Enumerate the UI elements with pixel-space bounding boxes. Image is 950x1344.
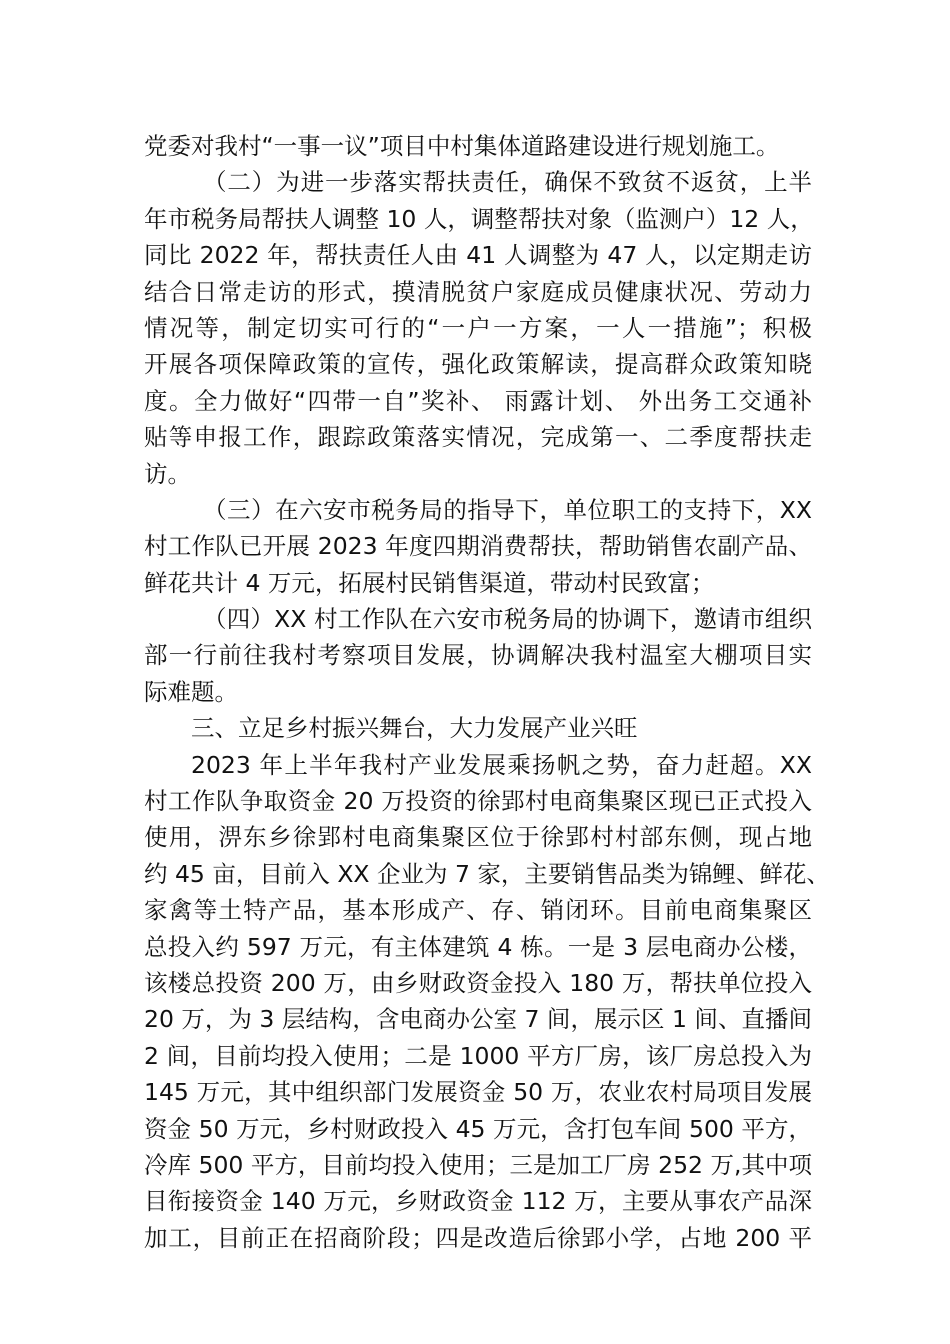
text-line: 冷库 500 平方，目前均投入使用；三是加工厂房 252 万,其中项 <box>144 1150 812 1179</box>
text-line: 目衔接资金 140 万元，乡财政资金 112 万，主要从事农产品深 <box>144 1187 812 1216</box>
body-text <box>144 128 830 1256</box>
section-heading: 三、立足乡村振兴舞台，大力发展产业兴旺 <box>191 714 638 743</box>
text-line: 部一行前往我村考察项目发展，协调解决我村温室大棚项目实 <box>144 641 812 670</box>
text-line: 鲜花共计 4 万元，拓展村民销售渠道，带动村民致富； <box>144 568 715 597</box>
text-line: 情况等，制定切实可行的“一户一方案，一人一措施”；积极 <box>144 313 812 342</box>
text-line: 访。 <box>144 459 191 488</box>
text-line: 资金 50 万元，乡村财政投入 45 万元，含打包车间 500 平方， <box>144 1114 812 1143</box>
text-line: （三）在六安市税务局的指导下，单位职工的支持下，XX <box>203 495 812 524</box>
text-line: 际难题。 <box>144 677 238 706</box>
text-line: 村工作队已开展 2023 年度四期消费帮扶，帮助销售农副产品、 <box>144 532 812 561</box>
text-line: 开展各项保障政策的宣传，强化政策解读，提高群众政策知晓 <box>144 350 812 379</box>
text-line: 贴等申报工作，跟踪政策落实情况，完成第一、二季度帮扶走 <box>144 423 812 452</box>
text-line: （四）XX 村工作队在六安市税务局的协调下，邀请市组织 <box>203 605 812 634</box>
text-line: 结合日常走访的形式，摸清脱贫户家庭成员健康状况、劳动力 <box>144 277 812 306</box>
text-line: 2023 年上半年我村产业发展乘扬帆之势，奋力赶超。XX <box>191 750 812 779</box>
text-line: 2 间，目前均投入使用；二是 1000 平方厂房，该厂房总投入为 <box>144 1041 812 1070</box>
text-line: 同比 2022 年，帮扶责任人由 41 人调整为 47 人，以定期走访 <box>144 241 812 270</box>
text-line: 20 万，为 3 层结构，含电商办公室 7 间，展示区 1 间、直播间 <box>144 1005 812 1034</box>
text-line: 年市税务局帮扶人调整 10 人，调整帮扶对象（监测户）12 人， <box>144 204 814 233</box>
text-line: 度。全力做好“四带一自”奖补、 雨露计划、 外出务工交通补 <box>144 386 812 415</box>
text-line: 加工，目前正在招商阶段；四是改造后徐郢小学，占地 200 平 <box>144 1223 812 1252</box>
text-line: （二）为进一步落实帮扶责任，确保不致贫不返贫，上半 <box>203 168 812 197</box>
text-line: 总投入约 597 万元，有主体建筑 4 栋。一是 3 层电商办公楼， <box>144 932 812 961</box>
text-line: 村工作队争取资金 20 万投资的徐郢村电商集聚区现已正式投入 <box>144 787 812 816</box>
text-line: 该楼总投资 200 万，由乡财政资金投入 180 万，帮扶单位投入 <box>144 968 812 997</box>
text-line: 145 万元，其中组织部门发展资金 50 万，农业农村局项目发展 <box>144 1078 812 1107</box>
text-line: 使用，淠东乡徐郢村电商集聚区位于徐郢村村部东侧，现占地 <box>144 823 812 852</box>
text-line: 党委对我村“一事一议”项目中村集体道路建设进行规划施工。 <box>144 132 780 160</box>
text-line: 家禽等土特产品，基本形成产、存、销闭环。目前电商集聚区 <box>144 896 812 925</box>
text-line: 约 45 亩，目前入 XX 企业为 7 家，主要销售品类为锦鲤、鲜花、 <box>144 859 830 888</box>
